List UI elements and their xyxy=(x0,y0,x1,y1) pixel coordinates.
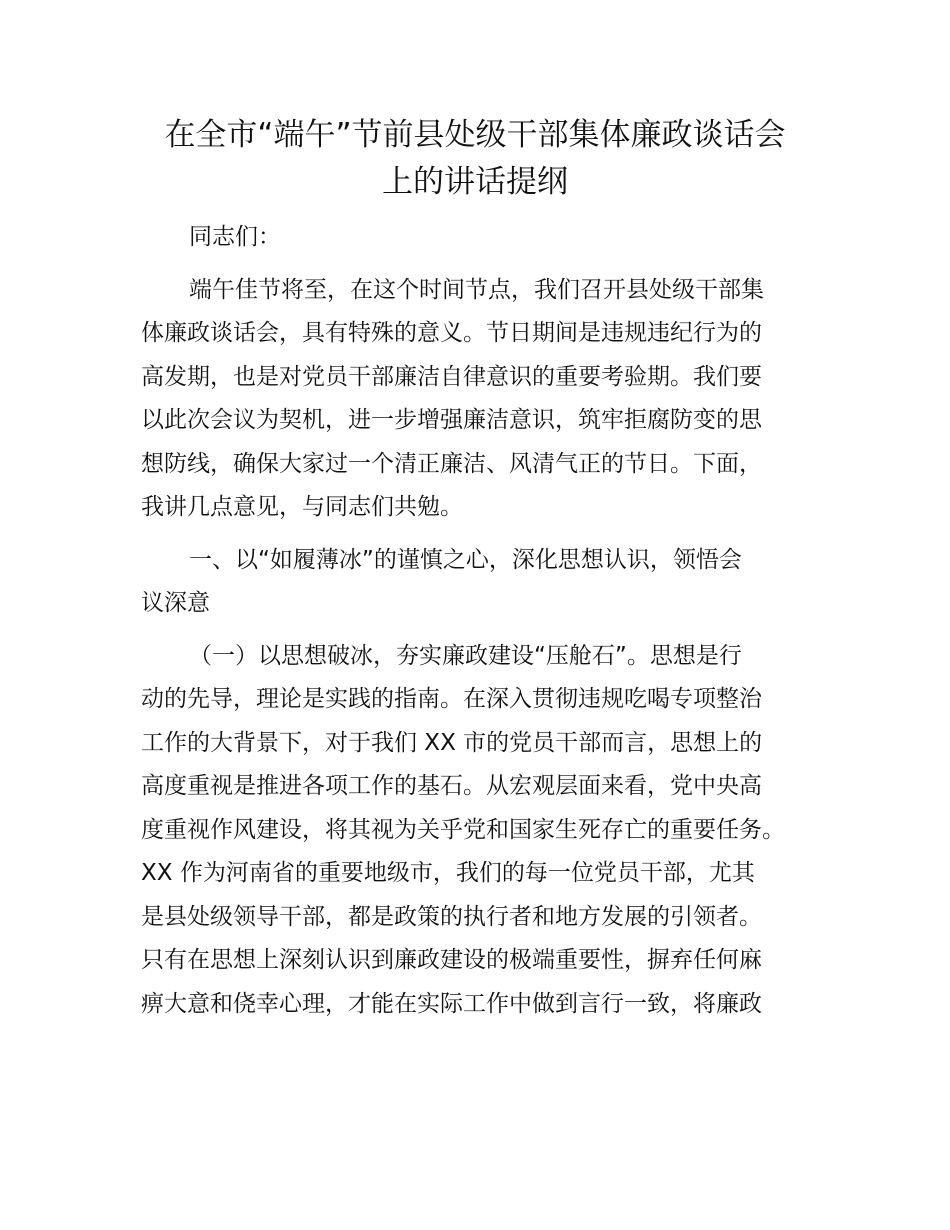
paragraph-line: （一）以思想破冰，夯实廉政建设“压舱石”。思想是行 xyxy=(189,642,742,669)
paragraph-subsection-1 xyxy=(141,635,813,1027)
title-line-2: 上的讲话提纲 xyxy=(382,164,568,200)
paragraph-line: 是县处级领导干部，都是政策的执行者和地方发展的引领者。 xyxy=(141,903,762,930)
paragraph-line: 只有在思想上深刻认识到廉政建设的极端重要性，摒弃任何麻 xyxy=(141,947,762,973)
greeting-paragraph xyxy=(141,216,813,260)
title-line-1: 在全市“端午”节前县处级干部集体廉政谈话会 xyxy=(164,117,786,153)
document-body xyxy=(141,216,813,1035)
paragraph-line: 体廉政谈话会，具有特殊的意义。节日期间是违规违纪行为的 xyxy=(141,320,762,346)
document-title xyxy=(110,112,840,206)
paragraph-line: 高度重视是推进各项工作的基石。从宏观层面来看，党中央高 xyxy=(141,773,762,799)
paragraph-line: 议深意 xyxy=(141,590,210,616)
paragraph-line: 想防线，确保大家过一个清正廉洁、风清气正的节日。下面， xyxy=(141,450,762,477)
paragraph-line: 度重视作风建设，将其视为关乎党和国家生死存亡的重要任务。 xyxy=(141,816,785,843)
paragraph-line: 一、以“如履薄冰”的谨慎之心，深化思想认识，领悟会 xyxy=(189,546,742,573)
paragraph-line: 高发期，也是对党员干部廉洁自律意识的重要考验期。我们要 xyxy=(141,363,762,390)
greeting: 同志们： xyxy=(189,224,281,250)
paragraph-line: 以此次会议为契机，进一步增强廉洁意识，筑牢拒腐防变的思 xyxy=(141,407,762,433)
paragraph-line: 动的先导，理论是实践的指南。在深入贯彻违规吃喝专项整治 xyxy=(141,686,762,712)
paragraph-line: 痹大意和侥幸心理，才能在实际工作中做到言行一致，将廉政 xyxy=(141,990,762,1017)
paragraph-line: 端午佳节将至，在这个时间节点，我们召开县处级干部集 xyxy=(189,276,764,303)
paragraph-intro xyxy=(141,269,813,530)
section-heading-1 xyxy=(141,539,813,626)
paragraph-line: XX 作为河南省的重要地级市，我们的每一位党员干部，尤其 xyxy=(141,860,755,886)
paragraph-line: 我讲几点意见，与同志们共勉。 xyxy=(141,494,463,520)
paragraph-line: 工作的大背景下，对于我们 XX 市的党员干部而言，思想上的 xyxy=(141,729,763,756)
